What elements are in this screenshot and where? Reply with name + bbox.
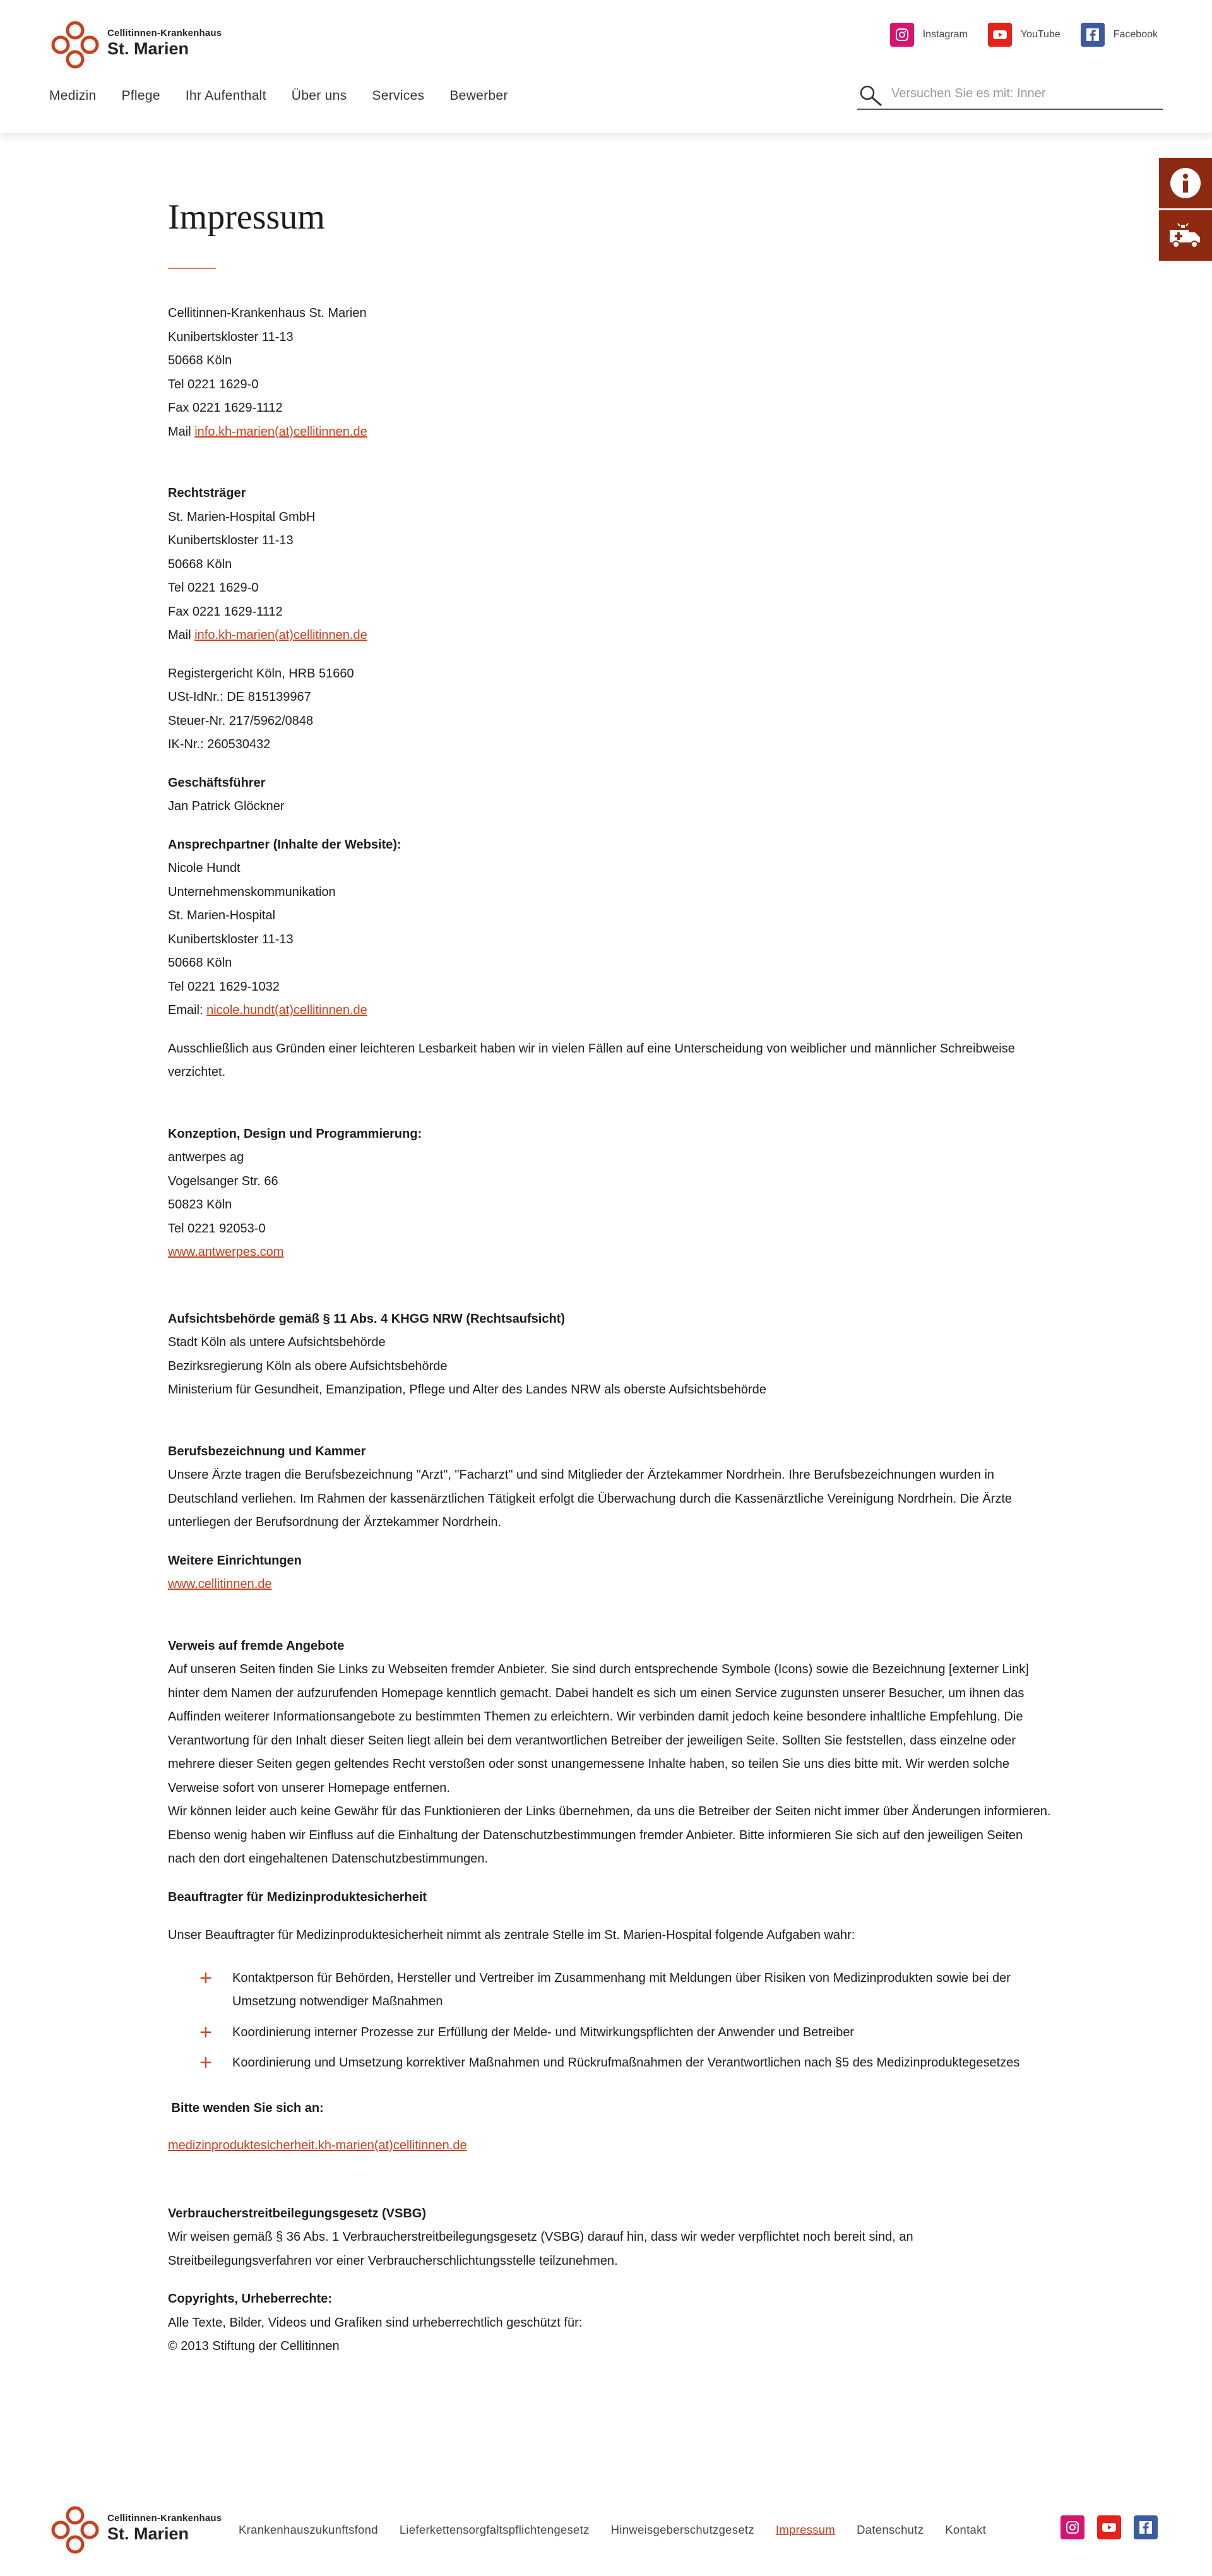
aufsicht-line: Ministerium für Gesundheit, Emanzipation, Pflege und Alter des Landes NRW als oberste Aufsichtsbehörde <box>168 1383 766 1397</box>
verweis-block <box>168 1635 1052 1871</box>
plus-icon: + <box>199 2020 212 2044</box>
list-item: + Koordinierung und Umsetzung korrektiver Maßnahmen und Rückrufmaßnahmen der Verantwortlichen nach §5 des Medizinproduktegesetzes <box>199 2051 1020 2075</box>
youtube-label: YouTube <box>1020 29 1060 40</box>
aufsicht-heading: Aufsichtsbehörde gemäß § 11 Abs. 4 KHGG NRW (Rechtsaufsicht) <box>168 1311 566 1326</box>
list-item: + Koordinierung interner Prozesse zur Erfüllung der Melde- und Mitwirkungspflichten der Anwender und Betreiber <box>199 2020 854 2044</box>
vsbg-heading: Verbraucherstreitbeilegungsgesetz (VSBG) <box>168 2206 427 2221</box>
facebook-icon <box>1081 23 1105 47</box>
cellitinnen-link[interactable]: www.cellitinnen.de <box>168 1577 272 1591</box>
youtube-icon[interactable] <box>1097 2515 1121 2539</box>
ambulance-icon <box>1168 221 1203 250</box>
logo-title-small: Cellitinnen-Krankenhaus <box>107 28 222 39</box>
footer-logo-small: Cellitinnen-Krankenhaus <box>107 2513 222 2524</box>
register-line: IK-Nr.: 260530432 <box>168 737 271 751</box>
nav-item-pflege[interactable]: Pflege <box>121 88 160 103</box>
konzeption-line: Tel 0221 92053-0 <box>168 1221 266 1236</box>
mp-block <box>168 1886 1052 2158</box>
weitere-heading: Weitere Einrichtungen <box>168 1553 302 1568</box>
traeger-line: Tel 0221 1629-0 <box>168 581 259 595</box>
mp-heading: Beauftragter für Medizinproduktesicherheit <box>168 1890 427 1904</box>
mp-contact-mail-link[interactable]: medizinproduktesicherheit.kh-marien(at)cellitinnen.de <box>168 2138 467 2152</box>
traeger-line: St. Marien-Hospital GmbH <box>168 510 316 524</box>
aufsicht-line: Bezirksregierung Köln als obere Aufsichtsbehörde <box>168 1359 448 1373</box>
footer-link-hinweisgeberschutzgesetz[interactable]: Hinweisgeberschutzgesetz <box>610 2523 754 2536</box>
footer-logo[interactable] <box>49 2504 239 2556</box>
footer-logo-big: St. Marien <box>107 2524 189 2543</box>
copyright-block <box>168 2287 1052 2359</box>
register-line: USt-IdNr.: DE 815139967 <box>168 690 311 704</box>
verweis-text-1: Auf unseren Seiten finden Sie Links zu Webseiten fremder Anbieter. Sie sind durch entsprechende Symbole (Icons) sowie die Bezeichnung [externer Link] hinter dem Namen der aufzurufenden Homepage kenntlich gemacht. Dabei handelt es sich um einen Service zugunsten unserer Besucher, um ihnen das Auffinden weiterer Informationsangebote zu bestimmten Themen zu erleichtern. Wir verbinden damit jedoch keine besondere inhaltliche Empfehlung. Die Verantwortung für den Inhalt dieser Seiten liegt allein bei dem verantwortlichen Betreiber der jeweiligen Seite. Sollten Sie feststellen, dass einzelne oder mehrere dieser Seiten gegen geltendes Recht verstoßen oder sonst unangemessene Inhalte haben, so teilen Sie uns dies bitte mit. Wir werden solche Verweise sofort von unserer Homepage entfernen. <box>168 1662 1029 1795</box>
instagram-link[interactable] <box>890 23 968 47</box>
aufsicht-block <box>168 1308 1052 1402</box>
footer-link-kontakt[interactable]: Kontakt <box>945 2523 987 2536</box>
facebook-icon[interactable] <box>1134 2515 1158 2539</box>
mp-task-list <box>168 1967 1052 2075</box>
address-line: Cellitinnen-Krankenhaus St. Marien <box>168 306 367 320</box>
footer-link-datenschutz[interactable]: Datenschutz <box>857 2523 924 2536</box>
weitere-block <box>168 1549 1052 1597</box>
ansprech-email-line <box>168 999 1052 1023</box>
footer-link-krankenhauszukunftsfond[interactable]: Krankenhauszukunftsfond <box>239 2523 378 2536</box>
address-line: Fax 0221 1629-1112 <box>168 401 283 415</box>
register-line: Registergericht Köln, HRB 51660 <box>168 666 354 681</box>
konzeption-line: 50823 Köln <box>168 1198 232 1212</box>
footer-nav <box>239 2523 986 2537</box>
antwerpes-link[interactable]: www.antwerpes.com <box>168 1245 284 1259</box>
nav-item-medizin[interactable]: Medizin <box>49 88 97 103</box>
page-title: Impressum <box>168 198 325 237</box>
site-header <box>0 0 1212 133</box>
nav-item-services[interactable]: Services <box>372 88 425 103</box>
title-divider <box>168 268 216 269</box>
vsbg-text: Wir weisen gemäß § 36 Abs. 1 Verbraucherstreitbeilegungsgesetz (VSBG) darauf hin, dass wir weder verpflichtet noch bereit sind, an Streitbeilegungsverfahren vor einer Verbraucherschlichtungsstelle teilzunehmen. <box>168 2230 913 2268</box>
mail-label: Mail <box>168 628 191 642</box>
search-box <box>857 81 1163 110</box>
search-input[interactable] <box>890 83 1158 104</box>
nav-item-ueber-uns[interactable]: Über uns <box>291 88 347 103</box>
plus-icon: + <box>199 1965 212 1990</box>
traeger-line: Kunibertskloster 11-13 <box>168 534 294 547</box>
address-mail-link[interactable]: info.kh-marien(at)cellitinnen.de <box>194 424 367 439</box>
logo-title-big: St. Marien <box>107 39 189 58</box>
info-tab[interactable] <box>1159 158 1212 208</box>
register-block <box>168 662 1052 757</box>
traeger-line: 50668 Köln <box>168 557 232 571</box>
copyright-line: Alle Texte, Bilder, Videos und Grafiken sind urheberrechtlich geschützt für: <box>168 2315 583 2330</box>
instagram-icon <box>890 23 914 47</box>
mp-intro: Unser Beauftragter für Medizinproduktesicherheit nimmt als zentrale Stelle im St. Marien-Hospital folgende Aufgaben wahr: <box>168 1928 855 1942</box>
ansprech-heading: Ansprechpartner (Inhalte der Website): <box>168 837 401 852</box>
nav-item-ihr-aufenthalt[interactable]: Ihr Aufenthalt <box>185 88 266 103</box>
ansprech-line: Nicole Hundt <box>168 861 241 875</box>
instagram-icon[interactable] <box>1060 2515 1084 2539</box>
ansprech-line: Unternehmenskommunikation <box>168 885 336 899</box>
ansprech-line: Kunibertskloster 11-13 <box>168 932 294 946</box>
gf-heading: Geschäftsführer <box>168 775 266 790</box>
site-footer <box>0 2494 1212 2576</box>
emergency-tab[interactable] <box>1159 210 1212 261</box>
ansprech-line: 50668 Köln <box>168 956 232 970</box>
email-label: Email: <box>168 1003 203 1017</box>
vsbg-block <box>168 2202 1052 2274</box>
facebook-label: Facebook <box>1113 29 1158 40</box>
address-line: 50668 Köln <box>168 354 232 367</box>
facebook-link[interactable] <box>1081 23 1158 47</box>
youtube-icon <box>988 23 1012 47</box>
beruf-block <box>168 1440 1052 1535</box>
traeger-block <box>168 482 1052 648</box>
instagram-label: Instagram <box>922 29 968 40</box>
gf-block <box>168 772 1052 819</box>
ansprech-line: Tel 0221 1629-1032 <box>168 979 280 994</box>
site-logo[interactable] <box>49 19 239 71</box>
lesbarkeit-block <box>168 1037 1052 1085</box>
copyright-line: © 2013 Stiftung der Cellitinnen <box>168 2339 340 2353</box>
list-item: + Kontaktperson für Behörden, Hersteller und Vertreiber im Zusammenhang mit Meldungen über Risiken von Medizinprodukten sowie bei der Umsetzung notwendiger Maßnahmen <box>199 1965 1011 2008</box>
ansprech-line: St. Marien-Hospital <box>168 909 276 922</box>
traeger-mail-link[interactable]: info.kh-marien(at)cellitinnen.de <box>194 628 367 642</box>
nav-item-bewerber[interactable]: Bewerber <box>449 88 508 103</box>
traeger-heading: Rechtsträger <box>168 486 246 500</box>
lesbarkeit-text: Ausschließlich aus Gründen einer leichteren Lesbarkeit haben wir in vielen Fällen auf eine Unterscheidung von weiblicher und männlicher Schreibweise verzichtet. <box>168 1041 1015 1079</box>
address-block <box>168 302 1052 444</box>
verweis-text-2: Wir können leider auch keine Gewähr für das Funktionieren der Links übernehmen, da uns die Betreiber der Seiten nicht immer über Änderungen informieren. Ebenso wenig haben wir Einfluss auf die Einhaltung der Datenschutzbestimmungen fremder Anbieter. Bitte informieren Sie sich auf den jeweiligen Seiten nach den dort eingehaltenen Datenschutzbestimmungen. <box>168 1804 1051 1866</box>
konzeption-block <box>168 1123 1052 1265</box>
address-line: Tel 0221 1629-0 <box>168 377 259 391</box>
side-tabs <box>1159 158 1212 261</box>
konzeption-heading: Konzeption, Design und Programmierung: <box>168 1126 422 1141</box>
gf-name: Jan Patrick Glöckner <box>168 799 285 813</box>
logo-cross-icon <box>49 2504 101 2556</box>
konzeption-line: Vogelsanger Str. 66 <box>168 1174 278 1188</box>
footer-link-lieferkettengesetz[interactable]: Lieferkettensorgfaltspflichtengesetz <box>399 2523 590 2536</box>
traeger-line: Fax 0221 1629-1112 <box>168 604 283 619</box>
footer-link-impressum[interactable]: Impressum <box>775 2523 836 2536</box>
logo-cross-icon <box>49 19 101 71</box>
main-nav <box>49 88 508 104</box>
beruf-heading: Berufsbezeichnung und Kammer <box>168 1444 366 1458</box>
copyright-heading: Copyrights, Urheberrechte: <box>168 2292 333 2306</box>
verweis-heading: Verweis auf fremde Angebote <box>168 1638 345 1653</box>
footer-social-links <box>1060 2515 1158 2539</box>
mp-contact-heading: Bitte wenden Sie sich an: <box>168 2101 324 2115</box>
address-line: Kunibertskloster 11-13 <box>168 330 294 344</box>
aufsicht-line: Stadt Köln als untere Aufsichtsbehörde <box>168 1335 386 1349</box>
ansprech-block <box>168 833 1052 1023</box>
plus-icon: + <box>199 2051 212 2075</box>
social-links <box>890 23 1158 47</box>
beruf-text: Unsere Ärzte tragen die Berufsbezeichnung "Arzt", "Facharzt" und sind Mitglieder der Ärztekammer Nordrhein. Ihre Berufsbezeichnungen wurden in Deutschland verliehen. Im Rahmen der kassenärztlichen Tätigkeit erfolgt die Überwachung durch die Kassenärztliche Vereinigung Nordrhein. Die Ärzte unterliegen der Berufsordnung der Ärztekammer Nordrhein. <box>168 1468 1013 1529</box>
traeger-mail-line <box>168 624 1052 648</box>
konzeption-line: antwerpes ag <box>168 1150 244 1164</box>
info-icon <box>1169 167 1202 200</box>
youtube-link[interactable] <box>988 23 1060 47</box>
search-icon[interactable] <box>858 85 884 107</box>
main-content <box>168 193 1052 2359</box>
mail-label: Mail <box>168 424 191 439</box>
ansprech-email-link[interactable]: nicole.hundt(at)cellitinnen.de <box>206 1003 367 1017</box>
register-line: Steuer-Nr. 217/5962/0848 <box>168 713 314 728</box>
address-mail-line <box>168 420 1052 444</box>
